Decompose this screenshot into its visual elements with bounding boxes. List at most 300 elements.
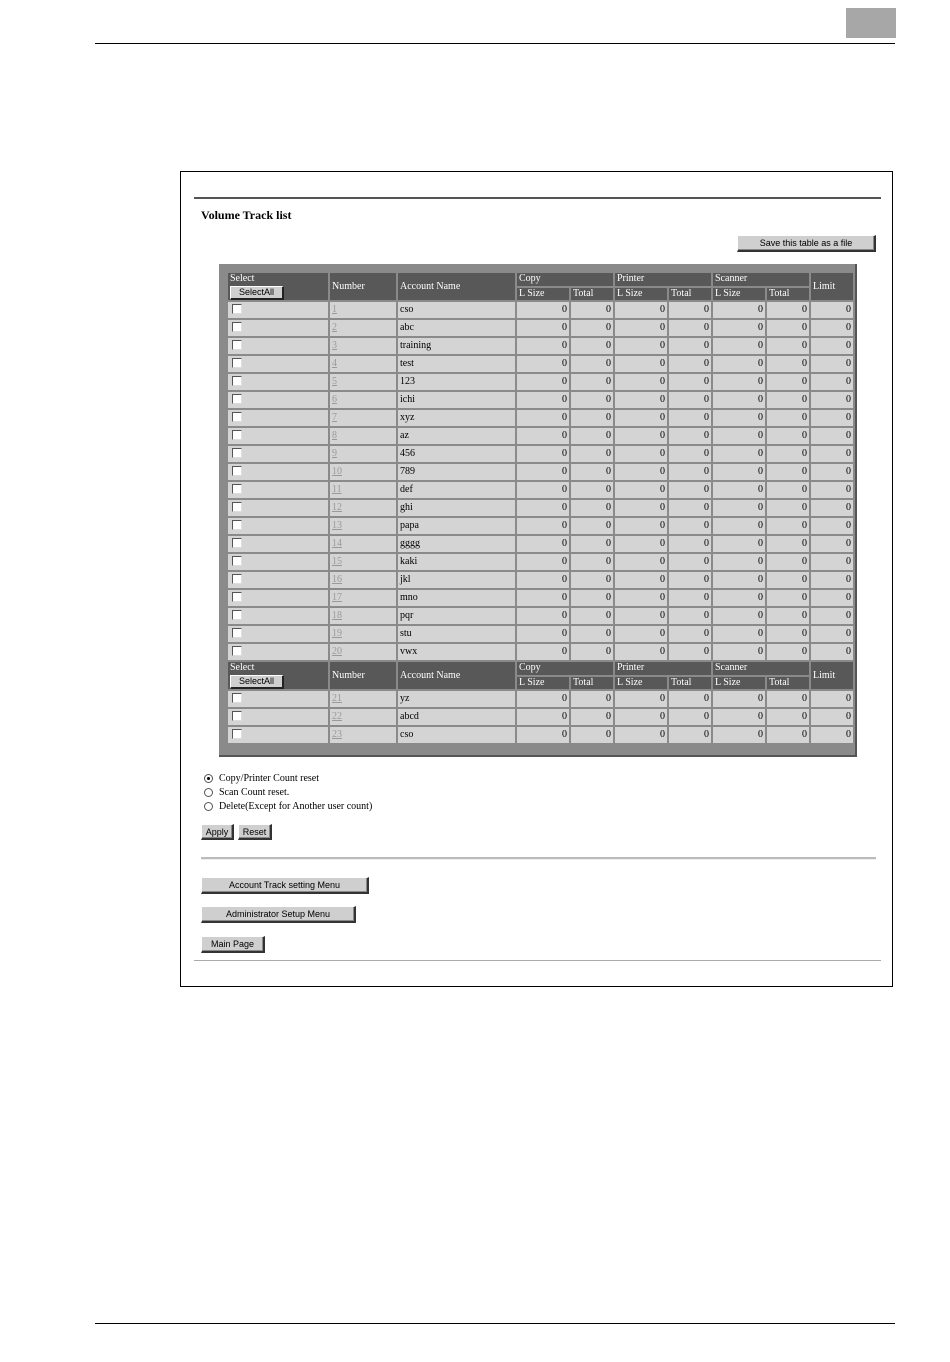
row-account-name: 456 [398, 446, 515, 462]
row-scanner-l-size-value: 0 [713, 626, 765, 642]
row-number-link[interactable]: 17 [332, 592, 342, 603]
scanner-l-size-header: L Size [713, 288, 765, 301]
row-scanner-total-value: 0 [767, 608, 809, 624]
page-tab-marker [846, 8, 896, 38]
row-checkbox[interactable] [232, 340, 242, 350]
row-checkbox[interactable] [232, 412, 242, 422]
row-checkbox[interactable] [232, 693, 242, 703]
row-number-cell [330, 338, 396, 354]
row-number-link[interactable]: 12 [332, 502, 342, 513]
row-copy-total-value: 0 [571, 626, 613, 642]
table-row [228, 464, 853, 480]
row-account-name: 789 [398, 464, 515, 480]
row-printer-total-value: 0 [669, 428, 711, 444]
row-printer-l-size-value: 0 [615, 626, 667, 642]
row-copy-total-value: 0 [571, 338, 613, 354]
page-footer-rule [95, 1323, 895, 1324]
row-copy-total-value: 0 [571, 709, 613, 725]
table-row [228, 482, 853, 498]
row-scanner-l-size-value: 0 [713, 608, 765, 624]
row-printer-total-value: 0 [669, 338, 711, 354]
row-scanner-l-size-value: 0 [713, 410, 765, 426]
row-printer-l-size-value: 0 [615, 500, 667, 516]
row-limit-value: 0 [811, 608, 853, 624]
table-row [228, 446, 853, 462]
row-copy-total-value: 0 [571, 302, 613, 318]
table-row [228, 302, 853, 318]
row-scanner-l-size-value: 0 [713, 554, 765, 570]
row-number-link[interactable]: 14 [332, 538, 342, 549]
reset-option-label: Scan Count reset. [219, 786, 290, 798]
reset-options [204, 771, 372, 813]
table-row [228, 590, 853, 606]
row-limit-value: 0 [811, 356, 853, 372]
row-copy-l-size-value: 0 [517, 709, 569, 725]
administrator-setup-menu-button[interactable]: Administrator Setup Menu [201, 906, 356, 923]
reset-option-label: Delete(Except for Another user count) [219, 800, 373, 812]
row-number-link[interactable]: 20 [332, 646, 342, 657]
row-printer-l-size-value: 0 [615, 482, 667, 498]
row-checkbox[interactable] [232, 430, 242, 440]
row-copy-l-size-value: 0 [517, 590, 569, 606]
row-checkbox[interactable] [232, 448, 242, 458]
row-printer-l-size-value: 0 [615, 338, 667, 354]
row-printer-total-value: 0 [669, 590, 711, 606]
row-copy-l-size-value: 0 [517, 518, 569, 534]
scanner-l-size-header: L Size [713, 677, 765, 690]
row-copy-total-value: 0 [571, 644, 613, 660]
table-row [228, 338, 853, 354]
row-number-link[interactable]: 4 [332, 358, 337, 369]
printer-header: Printer [615, 662, 711, 675]
row-limit-value: 0 [811, 374, 853, 390]
row-copy-total-value: 0 [571, 356, 613, 372]
row-number-link[interactable]: 23 [332, 729, 342, 740]
row-number-cell [330, 500, 396, 516]
row-number-link[interactable]: 21 [332, 693, 342, 704]
row-copy-l-size-value: 0 [517, 482, 569, 498]
row-select-cell [228, 644, 328, 660]
row-checkbox[interactable] [232, 729, 242, 739]
row-printer-l-size-value: 0 [615, 590, 667, 606]
table-row [228, 320, 853, 336]
row-select-cell [228, 446, 328, 462]
row-scanner-l-size-value: 0 [713, 518, 765, 534]
frame-top-line [194, 197, 881, 199]
volume-track-table [226, 271, 855, 745]
reset-option [204, 785, 372, 799]
row-limit-value: 0 [811, 464, 853, 480]
row-printer-l-size-value: 0 [615, 518, 667, 534]
reset-option [204, 799, 372, 813]
table-row [228, 518, 853, 534]
row-printer-l-size-value: 0 [615, 572, 667, 588]
row-printer-l-size-value: 0 [615, 428, 667, 444]
table-row [228, 608, 853, 624]
row-copy-l-size-value: 0 [517, 446, 569, 462]
row-number-cell [330, 536, 396, 552]
row-select-cell [228, 554, 328, 570]
row-limit-value: 0 [811, 320, 853, 336]
row-select-cell [228, 608, 328, 624]
row-checkbox[interactable] [232, 394, 242, 404]
copy-l-size-header: L Size [517, 288, 569, 301]
row-scanner-l-size-value: 0 [713, 572, 765, 588]
row-number-link[interactable]: 2 [332, 322, 337, 333]
table-row [228, 554, 853, 570]
row-printer-total-value: 0 [669, 572, 711, 588]
printer-l-size-header: L Size [615, 288, 667, 301]
copy-total-header: Total [571, 288, 613, 301]
row-select-cell [228, 338, 328, 354]
table-row [228, 374, 853, 390]
row-scanner-l-size-value: 0 [713, 302, 765, 318]
row-printer-total-value: 0 [669, 302, 711, 318]
row-number-link[interactable]: 8 [332, 430, 337, 441]
row-number-link[interactable]: 10 [332, 466, 342, 477]
row-scanner-total-value: 0 [767, 709, 809, 725]
row-number-link[interactable]: 19 [332, 628, 342, 639]
row-printer-total-value: 0 [669, 709, 711, 725]
row-select-cell [228, 482, 328, 498]
row-scanner-l-size-value: 0 [713, 428, 765, 444]
row-number-cell [330, 691, 396, 707]
row-limit-value: 0 [811, 410, 853, 426]
row-printer-l-size-value: 0 [615, 691, 667, 707]
row-limit-value: 0 [811, 554, 853, 570]
volume-track-table-container [219, 264, 857, 757]
row-copy-l-size-value: 0 [517, 691, 569, 707]
row-account-name: cso [398, 302, 515, 318]
row-number-cell [330, 572, 396, 588]
row-scanner-l-size-value: 0 [713, 590, 765, 606]
row-scanner-total-value: 0 [767, 518, 809, 534]
row-checkbox[interactable] [232, 358, 242, 368]
row-number-link[interactable]: 13 [332, 520, 342, 531]
row-copy-l-size-value: 0 [517, 554, 569, 570]
row-printer-total-value: 0 [669, 691, 711, 707]
main-page-button[interactable]: Main Page [201, 936, 265, 953]
row-scanner-l-size-value: 0 [713, 691, 765, 707]
section-divider [201, 857, 876, 860]
row-copy-total-value: 0 [571, 500, 613, 516]
account-track-setting-menu-button[interactable]: Account Track setting Menu [201, 877, 369, 894]
select-header-label: Select [230, 662, 255, 673]
row-printer-l-size-value: 0 [615, 410, 667, 426]
row-printer-total-value: 0 [669, 536, 711, 552]
row-scanner-l-size-value: 0 [713, 446, 765, 462]
row-account-name: kaki [398, 554, 515, 570]
limit-header: Limit [811, 662, 853, 689]
row-select-cell [228, 590, 328, 606]
row-copy-total-value: 0 [571, 727, 613, 743]
row-select-cell [228, 410, 328, 426]
row-select-cell [228, 727, 328, 743]
row-scanner-total-value: 0 [767, 590, 809, 606]
row-number-link[interactable]: 15 [332, 556, 342, 567]
row-copy-total-value: 0 [571, 518, 613, 534]
row-printer-total-value: 0 [669, 392, 711, 408]
row-scanner-total-value: 0 [767, 338, 809, 354]
row-copy-total-value: 0 [571, 572, 613, 588]
row-checkbox[interactable] [232, 556, 242, 566]
row-checkbox[interactable] [232, 304, 242, 314]
row-scanner-l-size-value: 0 [713, 500, 765, 516]
row-checkbox[interactable] [232, 484, 242, 494]
row-copy-total-value: 0 [571, 320, 613, 336]
row-account-name: ghi [398, 500, 515, 516]
row-checkbox[interactable] [232, 466, 242, 476]
copy-header: Copy [517, 662, 613, 675]
row-limit-value: 0 [811, 709, 853, 725]
row-scanner-l-size-value: 0 [713, 709, 765, 725]
row-printer-total-value: 0 [669, 410, 711, 426]
row-limit-value: 0 [811, 626, 853, 642]
row-printer-total-value: 0 [669, 464, 711, 480]
row-checkbox[interactable] [232, 592, 242, 602]
row-printer-l-size-value: 0 [615, 446, 667, 462]
row-account-name: training [398, 338, 515, 354]
row-scanner-total-value: 0 [767, 374, 809, 390]
row-number-link[interactable]: 11 [332, 484, 342, 495]
row-printer-l-size-value: 0 [615, 392, 667, 408]
account-name-header: Account Name [398, 662, 515, 689]
row-scanner-total-value: 0 [767, 392, 809, 408]
row-copy-l-size-value: 0 [517, 320, 569, 336]
row-printer-l-size-value: 0 [615, 320, 667, 336]
row-printer-total-value: 0 [669, 608, 711, 624]
row-account-name: cso [398, 727, 515, 743]
select-header [228, 273, 328, 300]
row-scanner-total-value: 0 [767, 302, 809, 318]
row-number-cell [330, 320, 396, 336]
radio-button[interactable] [204, 774, 213, 783]
row-checkbox[interactable] [232, 646, 242, 656]
row-printer-total-value: 0 [669, 374, 711, 390]
row-number-cell [330, 554, 396, 570]
row-printer-l-size-value: 0 [615, 608, 667, 624]
row-scanner-total-value: 0 [767, 727, 809, 743]
row-number-link[interactable]: 16 [332, 574, 342, 585]
row-account-name: stu [398, 626, 515, 642]
table-row [228, 691, 853, 707]
row-number-link[interactable]: 6 [332, 394, 337, 405]
reset-option-label: Copy/Printer Count reset [219, 772, 319, 784]
row-select-cell [228, 691, 328, 707]
row-limit-value: 0 [811, 338, 853, 354]
row-printer-total-value: 0 [669, 727, 711, 743]
row-checkbox[interactable] [232, 711, 242, 721]
row-limit-value: 0 [811, 572, 853, 588]
scanner-total-header: Total [767, 677, 809, 690]
row-limit-value: 0 [811, 536, 853, 552]
row-copy-l-size-value: 0 [517, 374, 569, 390]
table-header-row [228, 273, 853, 286]
row-limit-value: 0 [811, 500, 853, 516]
row-copy-total-value: 0 [571, 590, 613, 606]
row-copy-total-value: 0 [571, 482, 613, 498]
row-checkbox[interactable] [232, 610, 242, 620]
row-copy-l-size-value: 0 [517, 536, 569, 552]
row-account-name: def [398, 482, 515, 498]
row-printer-l-size-value: 0 [615, 374, 667, 390]
account-name-header: Account Name [398, 273, 515, 300]
row-copy-l-size-value: 0 [517, 410, 569, 426]
row-scanner-total-value: 0 [767, 644, 809, 660]
printer-header: Printer [615, 273, 711, 286]
table-row [228, 356, 853, 372]
row-checkbox[interactable] [232, 322, 242, 332]
row-number-link[interactable]: 22 [332, 711, 342, 722]
table-row [228, 410, 853, 426]
row-limit-value: 0 [811, 446, 853, 462]
row-number-link[interactable]: 3 [332, 340, 337, 351]
table-row [228, 500, 853, 516]
select-header-label: Select [230, 273, 255, 284]
radio-button[interactable] [204, 788, 213, 797]
row-number-cell [330, 464, 396, 480]
number-header: Number [330, 273, 396, 300]
row-scanner-total-value: 0 [767, 356, 809, 372]
row-printer-total-value: 0 [669, 446, 711, 462]
row-account-name: test [398, 356, 515, 372]
row-printer-total-value: 0 [669, 482, 711, 498]
row-account-name: pqr [398, 608, 515, 624]
row-copy-total-value: 0 [571, 428, 613, 444]
reset-option [204, 771, 372, 785]
row-number-link[interactable]: 5 [332, 376, 337, 387]
row-number-cell [330, 518, 396, 534]
row-printer-l-size-value: 0 [615, 356, 667, 372]
row-checkbox[interactable] [232, 574, 242, 584]
row-account-name: 123 [398, 374, 515, 390]
printer-l-size-header: L Size [615, 677, 667, 690]
row-printer-total-value: 0 [669, 518, 711, 534]
scanner-header: Scanner [713, 273, 809, 286]
row-select-cell [228, 374, 328, 390]
table-row [228, 644, 853, 660]
row-number-link[interactable]: 7 [332, 412, 337, 423]
row-account-name: abcd [398, 709, 515, 725]
row-scanner-l-size-value: 0 [713, 338, 765, 354]
limit-header: Limit [811, 273, 853, 300]
row-number-cell [330, 590, 396, 606]
row-select-cell [228, 428, 328, 444]
row-copy-l-size-value: 0 [517, 644, 569, 660]
row-limit-value: 0 [811, 590, 853, 606]
row-scanner-total-value: 0 [767, 482, 809, 498]
row-number-cell [330, 302, 396, 318]
row-number-cell [330, 356, 396, 372]
row-select-cell [228, 518, 328, 534]
row-copy-total-value: 0 [571, 446, 613, 462]
row-checkbox[interactable] [232, 376, 242, 386]
row-scanner-total-value: 0 [767, 536, 809, 552]
row-copy-l-size-value: 0 [517, 572, 569, 588]
row-number-cell [330, 626, 396, 642]
row-account-name: xyz [398, 410, 515, 426]
row-printer-l-size-value: 0 [615, 464, 667, 480]
row-scanner-l-size-value: 0 [713, 320, 765, 336]
row-printer-total-value: 0 [669, 500, 711, 516]
copy-total-header: Total [571, 677, 613, 690]
row-copy-total-value: 0 [571, 464, 613, 480]
row-scanner-total-value: 0 [767, 446, 809, 462]
row-number-link[interactable]: 18 [332, 610, 342, 621]
row-copy-l-size-value: 0 [517, 727, 569, 743]
row-scanner-l-size-value: 0 [713, 536, 765, 552]
row-scanner-total-value: 0 [767, 464, 809, 480]
row-checkbox[interactable] [232, 520, 242, 530]
row-checkbox[interactable] [232, 628, 242, 638]
row-number-link[interactable]: 9 [332, 448, 337, 459]
row-scanner-l-size-value: 0 [713, 464, 765, 480]
row-number-cell [330, 727, 396, 743]
row-checkbox[interactable] [232, 502, 242, 512]
row-select-cell [228, 302, 328, 318]
row-printer-total-value: 0 [669, 320, 711, 336]
row-scanner-total-value: 0 [767, 554, 809, 570]
row-account-name: jkl [398, 572, 515, 588]
row-select-cell [228, 320, 328, 336]
row-select-cell [228, 464, 328, 480]
scanner-total-header: Total [767, 288, 809, 301]
row-select-cell [228, 500, 328, 516]
row-printer-l-size-value: 0 [615, 302, 667, 318]
row-number-cell [330, 392, 396, 408]
row-select-cell [228, 536, 328, 552]
row-copy-l-size-value: 0 [517, 464, 569, 480]
row-select-cell [228, 572, 328, 588]
row-account-name: ichi [398, 392, 515, 408]
row-scanner-total-value: 0 [767, 500, 809, 516]
apply-button[interactable]: Apply [201, 824, 234, 840]
select-all-button[interactable]: SelectAll [230, 675, 284, 689]
row-scanner-l-size-value: 0 [713, 374, 765, 390]
row-account-name: papa [398, 518, 515, 534]
row-number-cell [330, 709, 396, 725]
row-copy-l-size-value: 0 [517, 500, 569, 516]
reset-button[interactable]: Reset [238, 824, 272, 840]
save-table-button[interactable]: Save this table as a file [737, 235, 876, 252]
row-copy-l-size-value: 0 [517, 338, 569, 354]
row-number-cell [330, 374, 396, 390]
radio-button[interactable] [204, 802, 213, 811]
row-copy-l-size-value: 0 [517, 302, 569, 318]
row-copy-total-value: 0 [571, 691, 613, 707]
row-account-name: abc [398, 320, 515, 336]
row-printer-total-value: 0 [669, 626, 711, 642]
row-printer-l-size-value: 0 [615, 727, 667, 743]
row-limit-value: 0 [811, 392, 853, 408]
row-scanner-total-value: 0 [767, 320, 809, 336]
row-limit-value: 0 [811, 691, 853, 707]
row-printer-total-value: 0 [669, 554, 711, 570]
row-number-cell [330, 482, 396, 498]
row-number-link[interactable]: 1 [332, 304, 337, 315]
row-limit-value: 0 [811, 428, 853, 444]
table-header-row [228, 662, 853, 675]
select-all-button[interactable]: SelectAll [230, 286, 284, 300]
row-printer-l-size-value: 0 [615, 709, 667, 725]
row-scanner-l-size-value: 0 [713, 356, 765, 372]
row-scanner-total-value: 0 [767, 691, 809, 707]
row-copy-l-size-value: 0 [517, 356, 569, 372]
row-checkbox[interactable] [232, 538, 242, 548]
row-scanner-l-size-value: 0 [713, 727, 765, 743]
row-scanner-total-value: 0 [767, 572, 809, 588]
row-printer-l-size-value: 0 [615, 644, 667, 660]
